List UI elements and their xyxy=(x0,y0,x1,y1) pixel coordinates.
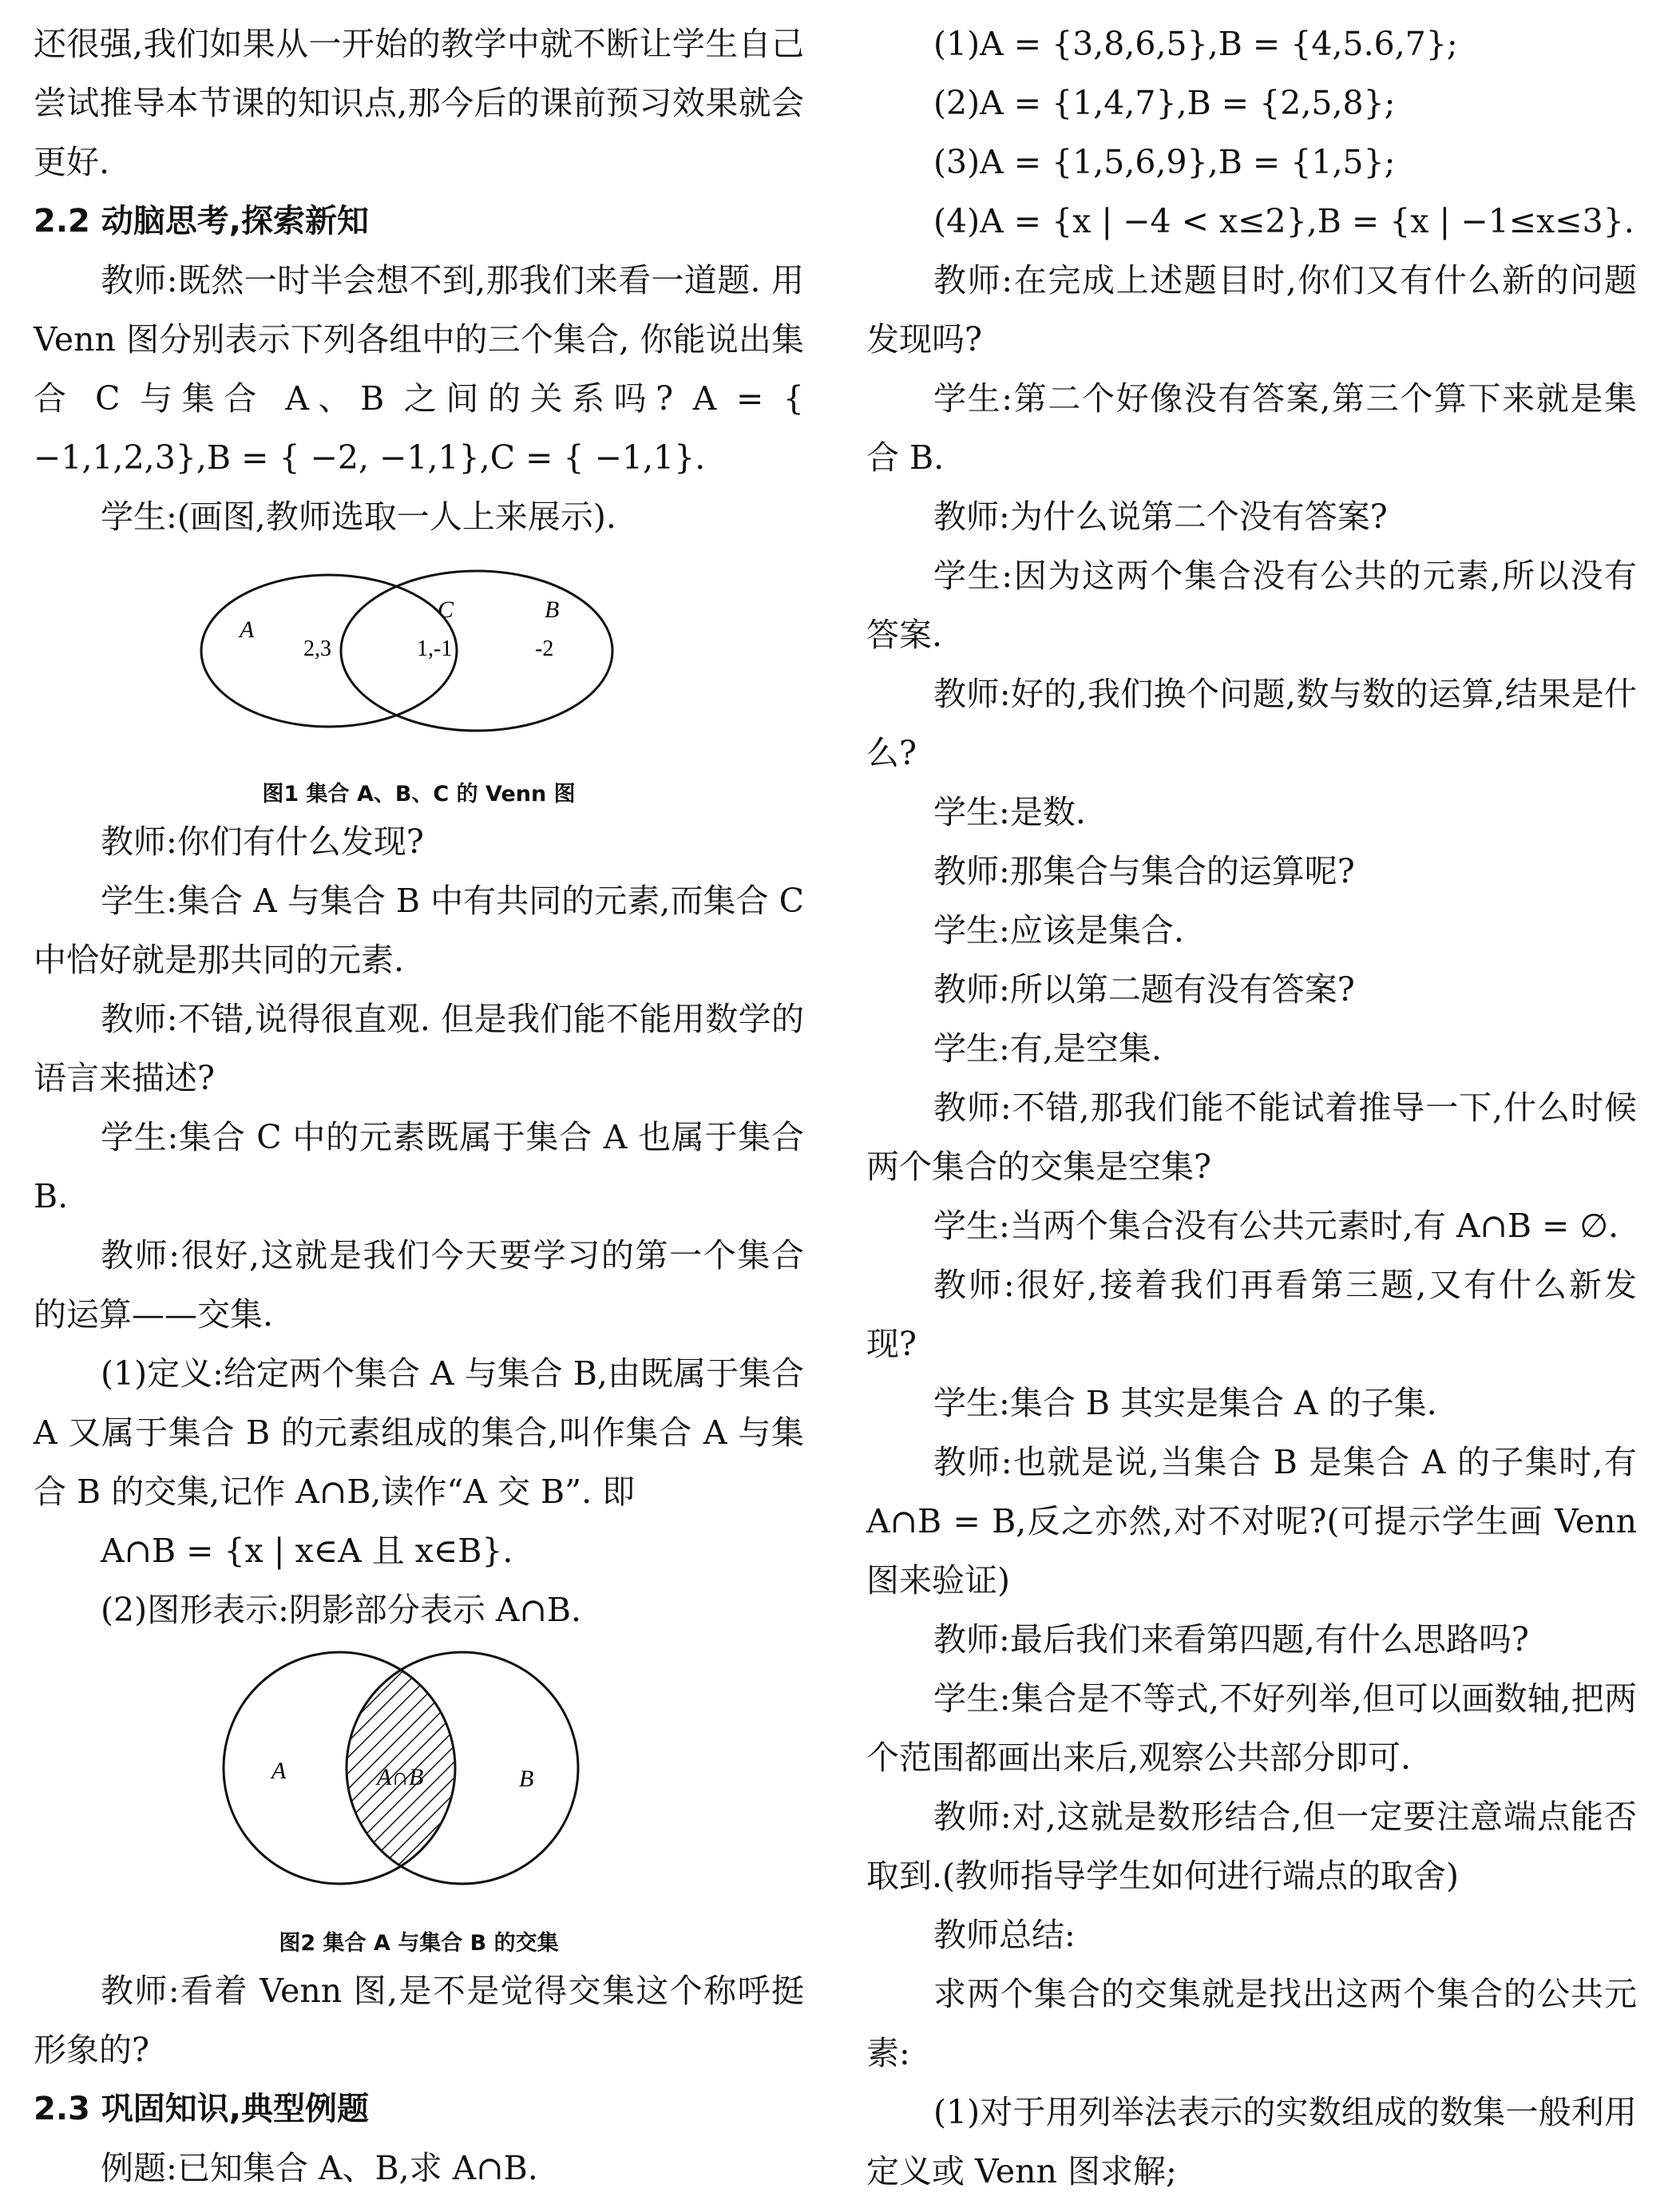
left-column xyxy=(34,14,804,2198)
dialogue-line: 教师:那集合与集合的运算呢? xyxy=(933,852,1355,890)
region-b-values: -2 xyxy=(535,636,554,661)
dialogue-line: 学生:有,是空集. xyxy=(933,1029,1162,1068)
dialogue-line: 学生:是数. xyxy=(933,793,1086,831)
dialogue-line: 学生:当两个集合没有公共元素时,有 A∩B = ∅. xyxy=(933,1207,1619,1245)
label-a-intersect-b: A∩B xyxy=(377,1764,424,1790)
paragraph-student-common: 学生:集合 A 与集合 B 中有共同的元素,而集合 C 中恰好就是那共同的元素. xyxy=(34,882,804,979)
paragraph-teacher-venn: 教师:看着 Venn 图,是不是觉得交集这个称呼挺形象的? xyxy=(34,1972,804,2069)
set-b-ellipse xyxy=(341,571,612,731)
region-c-values: 1,-1 xyxy=(417,636,453,661)
paragraph-definition: (1)定义:给定两个集合 A 与集合 B,由既属于集合 A 又属于集合 B 的元素组成的集合,叫作集合 A 与集合 B 的交集,记作 A∩B,读作“A 交 B”. 即 xyxy=(34,1354,804,1511)
region-a-values: 2,3 xyxy=(303,636,331,661)
exercise-3: (3)A = {1,5,6,9},B = {1,5}; xyxy=(933,143,1396,181)
dialogue-line: 教师:在完成上述题目时,你们又有什么新的问题发现吗? xyxy=(866,261,1637,359)
paragraph-graphic-representation: (2)图形表示:阴影部分表示 A∩B. xyxy=(101,1591,582,1629)
dialogue-line: 学生:集合 B 其实是集合 A 的子集. xyxy=(933,1384,1437,1422)
summary-heading: 教师总结: xyxy=(933,1916,1076,1954)
dialogue-line: 教师:最后我们来看第四题,有什么思路吗? xyxy=(933,1620,1529,1659)
paragraph-teacher-intersection: 教师:很好,这就是我们今天要学习的第一个集合的运算——交集. xyxy=(34,1236,804,1334)
figure-1-caption: 图1 集合 A、B、C 的 Venn 图 xyxy=(262,782,576,807)
label-b: B xyxy=(545,597,560,623)
figure-venn-abc xyxy=(34,551,804,812)
paragraph-intro: 还很强,我们如果从一开始的教学中就不断让学生自己尝试推导本节课的知识点,那今后的课前预习效果就会更好. xyxy=(34,25,804,181)
label-a: A xyxy=(240,616,255,643)
dialogue-line: 教师:好的,我们换个问题,数与数的运算,结果是什么? xyxy=(866,675,1637,772)
dialogue-line: 学生:集合是不等式,不好列举,但可以画数轴,把两个范围都画出来后,观察公共部分即可. xyxy=(866,1679,1637,1777)
dialogue-line: 学生:因为这两个集合没有公共的元素,所以没有答案. xyxy=(866,557,1637,654)
summary-text: 求两个集合的交集就是找出这两个集合的公共元素: xyxy=(866,1975,1637,2072)
paragraph-teacher-describe: 教师:不错,说得很直观. 但是我们能不能用数学的语言来描述? xyxy=(34,1000,804,1097)
venn-diagram-intersection xyxy=(34,1644,804,1908)
figure-venn-intersection xyxy=(34,1644,804,1961)
venn-diagram-abc xyxy=(34,551,804,759)
figure-2-caption: 图2 集合 A 与集合 B 的交集 xyxy=(279,1931,559,1956)
dialogue-line: 学生:第二个好像没有答案,第三个算下来就是集合 B. xyxy=(866,379,1637,477)
formula-intersection: A∩B = {x | x∈A 且 x∈B}. xyxy=(101,1532,513,1570)
dialogue-line: 教师:为什么说第二个没有答案? xyxy=(933,498,1388,536)
paragraph-student-belongs: 学生:集合 C 中的元素既属于集合 A 也属于集合 B. xyxy=(34,1118,805,1215)
label-a: A xyxy=(271,1758,287,1784)
paragraph-teacher-find: 教师:你们有什么发现? xyxy=(101,823,424,861)
dialogue-line: 教师:也就是说,当集合 B 是集合 A 的子集时,有 A∩B = B,反之亦然,对不对呢?(可提示学生画 Venn 图来验证) xyxy=(866,1443,1637,1600)
dialogue-line: 学生:应该是集合. xyxy=(933,911,1184,949)
label-c: C xyxy=(438,597,454,623)
section-heading-2-3: 2.3 巩固知识,典型例题 xyxy=(34,2091,369,2127)
dialogue-line: 教师:所以第二题有没有答案? xyxy=(933,970,1355,1009)
paragraph-example: 例题:已知集合 A、B,求 A∩B. xyxy=(101,2149,538,2187)
exercise-1: (1)A = {3,8,6,5},B = {4,5.6,7}; xyxy=(933,25,1458,63)
summary-point-1: (1)对于用列举法表示的实数组成的数集一般利用定义或 Venn 图求解; xyxy=(866,2093,1637,2190)
section-heading-2-2: 2.2 动脑思考,探索新知 xyxy=(34,203,369,240)
dialogue-line: 教师:对,这就是数形结合,但一定要注意端点能否取到.(教师指导学生如何进行端点的取舍) xyxy=(866,1798,1637,1895)
paragraph-student-draw: 学生:(画图,教师选取一人上来展示). xyxy=(101,498,616,536)
exercise-4: (4)A = {x | −4 < x≤2},B = {x | −1≤x≤3}. xyxy=(933,202,1634,240)
label-b: B xyxy=(519,1766,534,1792)
exercise-2: (2)A = {1,4,7},B = {2,5,8}; xyxy=(933,84,1396,122)
paragraph-teacher-question: 教师:既然一时半会想不到,那我们来看一道题. 用 Venn 图分别表示下列各组中的三个集合, 你能说出集合 C 与集合 A、B 之间的关系吗? A = { −1,1,2,3},B = { −2, −1,1},C = { −1,1}. xyxy=(34,261,804,477)
dialogue-line: 教师:很好,接着我们再看第三题,又有什么新发现? xyxy=(866,1266,1637,1363)
dialogue-line: 教师:不错,那我们能不能试着推导一下,什么时候两个集合的交集是空集? xyxy=(866,1088,1637,1186)
right-column xyxy=(866,14,1637,2201)
